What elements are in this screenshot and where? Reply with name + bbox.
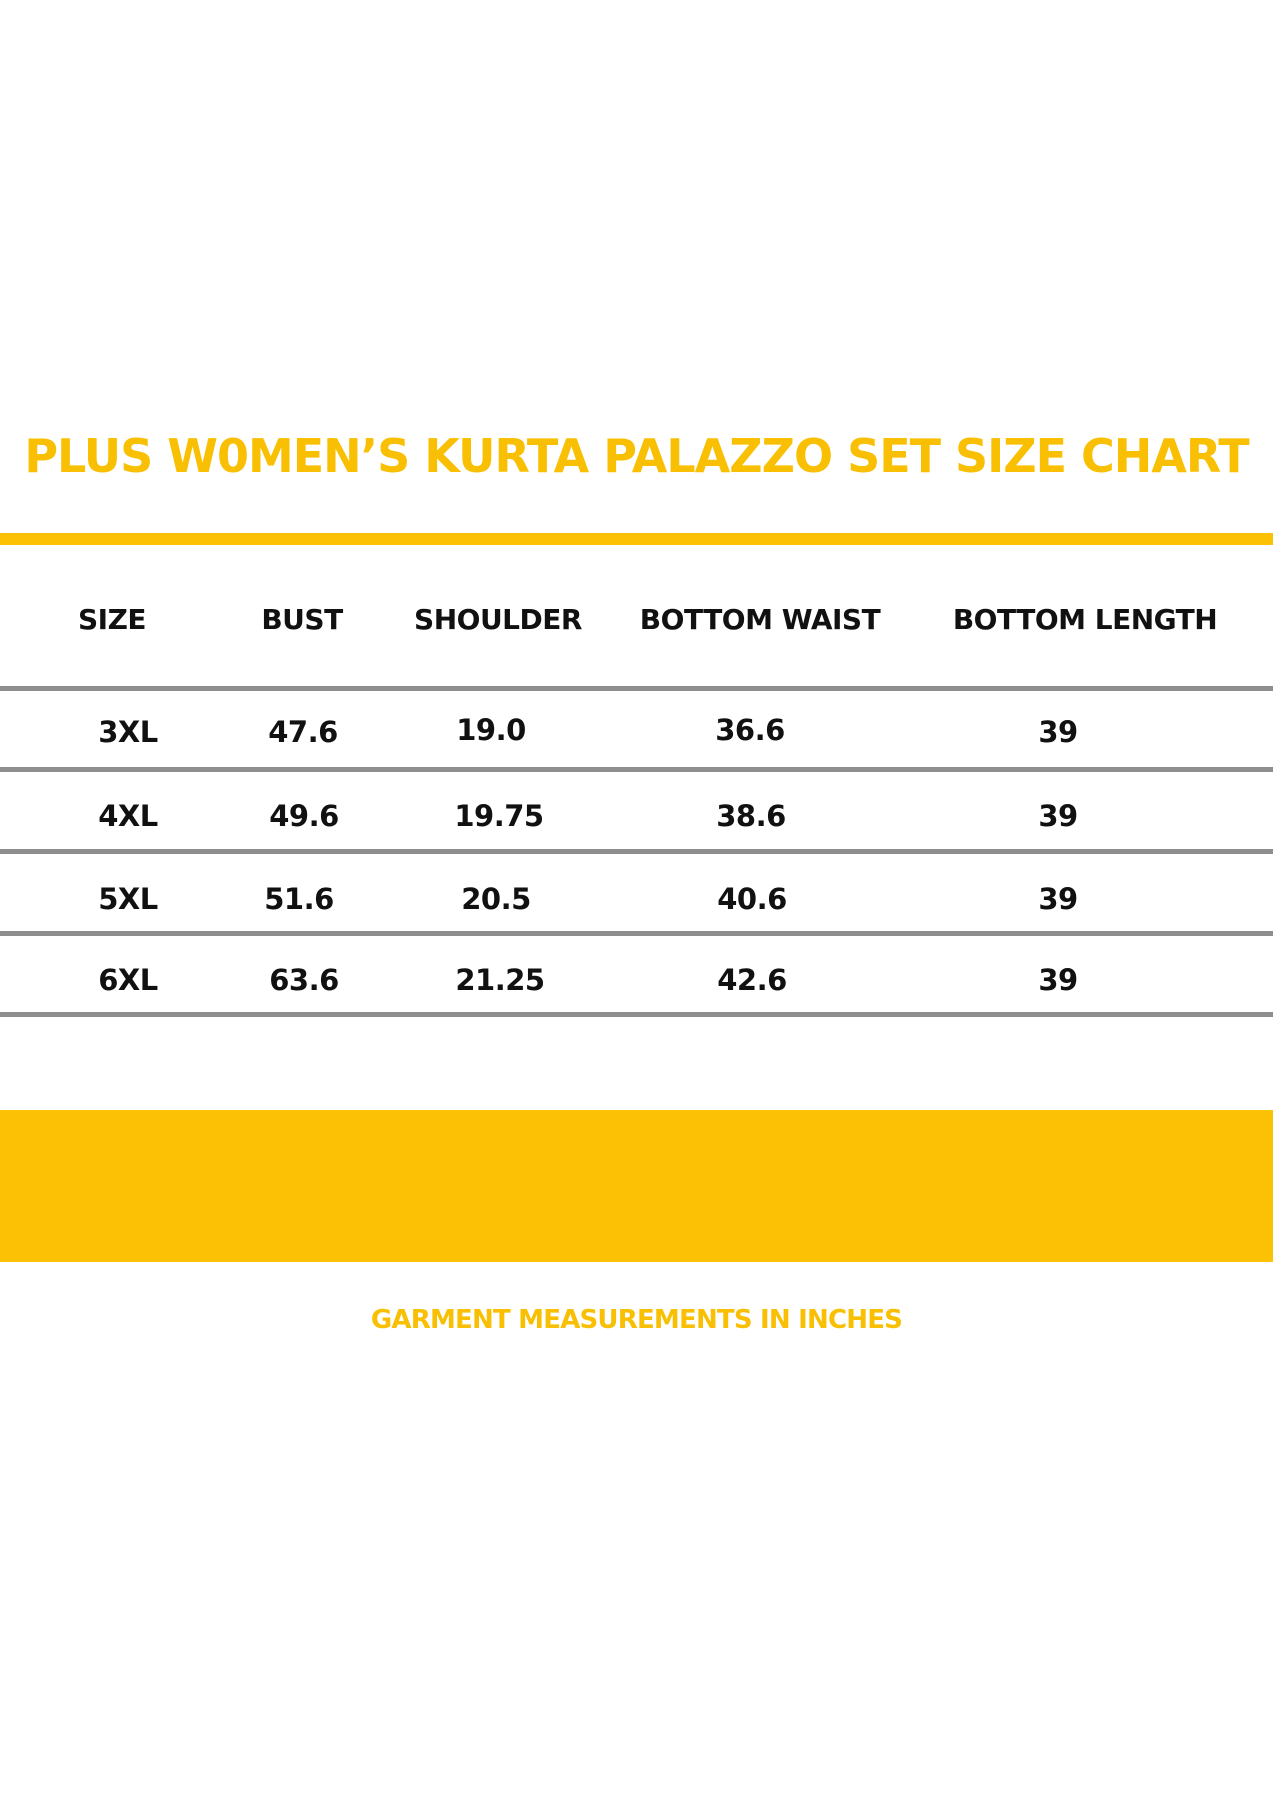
cell-bust: 51.6 [264, 882, 334, 916]
table-divider [0, 686, 1273, 691]
cell-shoulder: 19.0 [456, 713, 526, 747]
cell-bust: 47.6 [268, 715, 338, 749]
column-header-shoulder: SHOULDER [414, 603, 582, 636]
table-divider [0, 849, 1273, 854]
cell-bottom-waist: 38.6 [716, 799, 786, 833]
table-divider [0, 767, 1273, 772]
column-header-bottom-waist: BOTTOM WAIST [639, 603, 881, 636]
measurement-note: GARMENT MEASUREMENTS IN INCHES [370, 1305, 903, 1335]
cell-bust: 63.6 [269, 963, 339, 997]
title-underline-bar [0, 533, 1273, 545]
cell-bust: 49.6 [269, 799, 339, 833]
cell-shoulder: 21.25 [455, 963, 545, 997]
column-header-bottom-length: BOTTOM LENGTH [952, 603, 1218, 636]
cell-bottom-waist: 40.6 [717, 882, 787, 916]
column-header-size: SIZE [77, 603, 147, 636]
table-divider [0, 931, 1273, 936]
cell-bottom-length: 39 [1038, 882, 1078, 916]
table-divider [0, 1012, 1273, 1017]
cell-bottom-waist: 42.6 [717, 963, 787, 997]
cell-bottom-length: 39 [1038, 715, 1078, 749]
cell-size: 3XL [98, 715, 158, 749]
cell-size: 4XL [98, 799, 158, 833]
cell-size: 6XL [98, 963, 158, 997]
cell-bottom-length: 39 [1038, 799, 1078, 833]
cell-shoulder: 19.75 [454, 799, 544, 833]
cell-bottom-waist: 36.6 [715, 713, 785, 747]
cell-bottom-length: 39 [1038, 963, 1078, 997]
column-header-bust: BUST [261, 603, 343, 636]
cell-size: 5XL [98, 882, 158, 916]
chart-title: PLUS W0MEN’S KURTA PALAZZO SET SIZE CHART [24, 429, 1249, 483]
accent-banner [0, 1110, 1273, 1262]
cell-shoulder: 20.5 [461, 882, 531, 916]
